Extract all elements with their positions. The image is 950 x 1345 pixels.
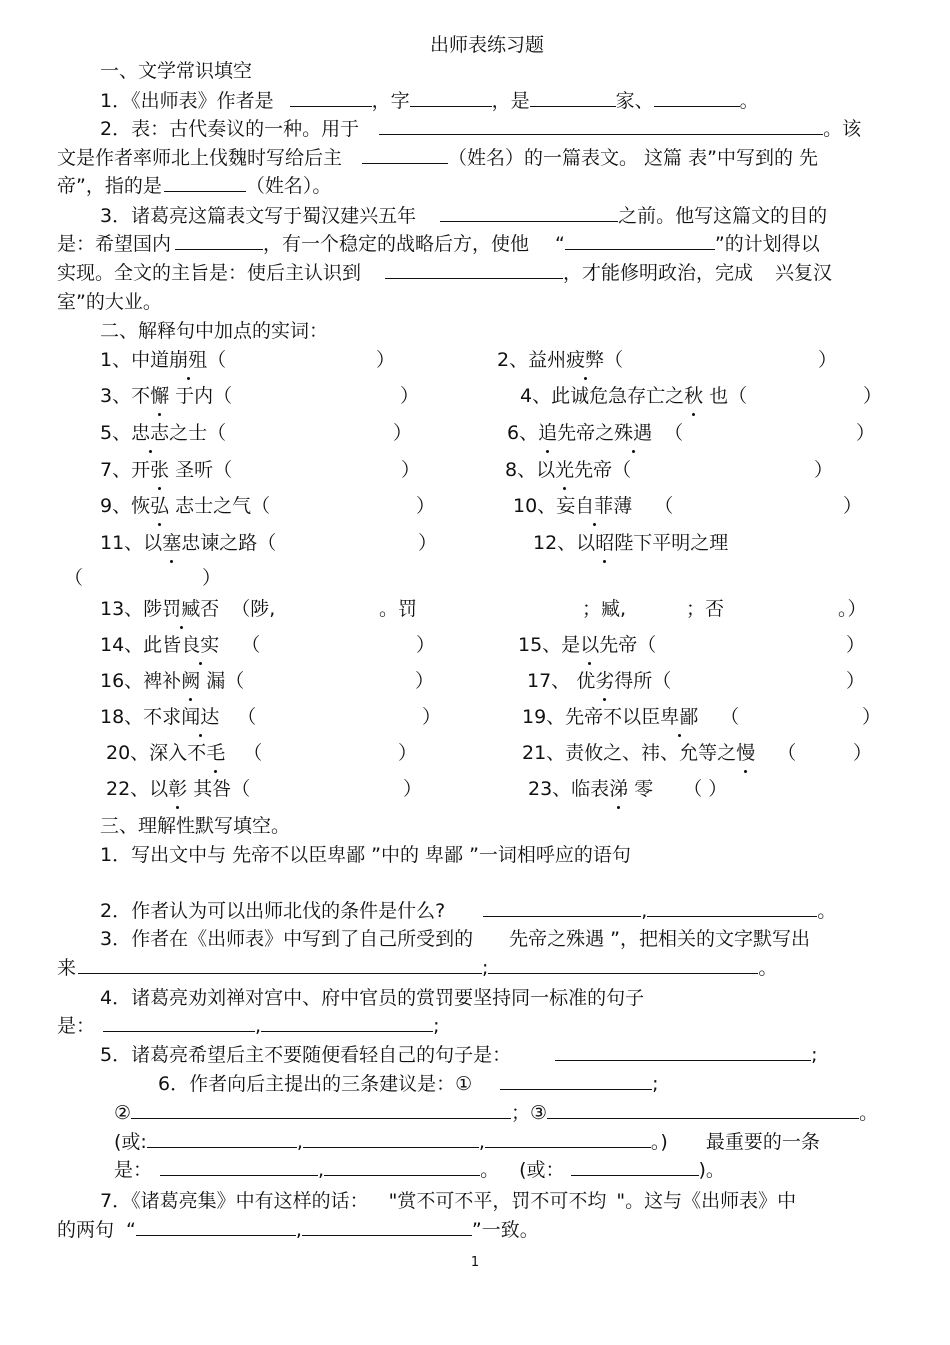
- vocab-18-close: ）: [422, 706, 442, 728]
- blank[interactable]: [290, 88, 372, 107]
- vocab-19-close: ）: [862, 706, 882, 728]
- q1-1: 1．《出师表》作者是 ，字 ，是 家、 。: [100, 90, 759, 112]
- q3-4-line2: 是： , ;: [57, 1015, 440, 1037]
- vocab-20: 20、深入不毛 （: [106, 742, 263, 764]
- blank[interactable]: [440, 203, 618, 222]
- vocab-2: 2、益州疲弊（: [497, 349, 624, 371]
- vocab-1-close: ）: [376, 349, 396, 371]
- blank[interactable]: [147, 1129, 297, 1148]
- q1-3-line2: 是：希望国内 ，有一个稳定的战略后方，使他 “ ”的计划得以: [57, 233, 820, 255]
- vocab-8: 8、以光先帝（: [505, 459, 632, 481]
- vocab-5-close: ）: [393, 422, 413, 444]
- q3-3-line1: 3．作者在《出师表》中写到了自己所受到的 先帝之殊遇 ”，把相关的文字默写出: [100, 928, 810, 950]
- vocab-23: 23、临表涕 零 （ ）: [528, 778, 728, 800]
- q3-5: 5．诸葛亮希望后主不要随便看轻自己的句子是： ;: [100, 1044, 818, 1066]
- blank[interactable]: [410, 88, 492, 107]
- vocab-14: 14、此皆良实 （: [100, 634, 261, 656]
- blank[interactable]: [530, 88, 616, 107]
- blank[interactable]: [302, 1217, 472, 1236]
- blank[interactable]: [654, 88, 740, 107]
- q1-2-line3: 帝”，指的是 （姓名）。: [57, 175, 332, 197]
- section-3-heading: 三、理解性默写填空。: [100, 815, 291, 837]
- q1-3-line3: 实现。全文的主旨是：使后主认识到 ，才能修明政治，完成 兴复汉: [57, 262, 833, 284]
- vocab-3-close: ）: [400, 385, 420, 407]
- blank[interactable]: [485, 1129, 651, 1148]
- vocab-10-close: ）: [843, 495, 863, 517]
- vocab-10: 10、妄自菲薄 （: [513, 495, 674, 517]
- blank[interactable]: [324, 1157, 480, 1176]
- vocab-16: 16、裨补阙 漏（: [100, 670, 245, 692]
- vocab-6: 6、追先帝之殊遇 （: [507, 422, 684, 444]
- page-number: 1: [470, 1255, 480, 1270]
- vocab-13-fa: 。罚: [379, 598, 418, 620]
- q3-7-line2: 的两句 “ , ”一致。: [57, 1219, 539, 1241]
- blank[interactable]: [483, 898, 641, 917]
- vocab-21-close: ）: [853, 742, 873, 764]
- vocab-13: 13、陟罚臧否 （陟,: [100, 598, 276, 620]
- blank[interactable]: [547, 1100, 859, 1119]
- vocab-2-close: ）: [818, 349, 838, 371]
- vocab-12-open: （: [64, 567, 84, 589]
- vocab-22: 22、以彰 其咎（: [106, 778, 251, 800]
- vocab-16-close: ）: [415, 670, 435, 692]
- blank[interactable]: [160, 1157, 318, 1176]
- vocab-9-close: ）: [416, 495, 436, 517]
- vocab-7-close: ）: [401, 459, 421, 481]
- blank[interactable]: [488, 955, 758, 974]
- q1-2-line2: 文是作者率师北上伐魏时写给后主 （姓名）的一篇表文。 这篇 表”中写到的 先: [57, 147, 818, 169]
- vocab-13-end: 。）: [838, 598, 867, 620]
- blank[interactable]: [261, 1013, 433, 1032]
- blank[interactable]: [78, 955, 482, 974]
- vocab-3: 3、不懈 于内（: [100, 385, 233, 407]
- vocab-9: 9、恢弘 志士之气（: [100, 495, 271, 517]
- q3-3-line2: 来 ; 。: [57, 957, 778, 979]
- q1-2-line1: 2．表：古代奏议的一种。用于 。该: [100, 118, 862, 140]
- vocab-5: 5、忠志之士（: [100, 422, 227, 444]
- section-1-heading: 一、文学常识填空: [100, 60, 253, 82]
- vocab-14-close: ）: [416, 634, 436, 656]
- q1-3-line4: 室”的大业。: [57, 291, 162, 313]
- blank[interactable]: [362, 145, 448, 164]
- vocab-17-close: ）: [846, 670, 866, 692]
- blank[interactable]: [647, 898, 817, 917]
- vocab-12-close: ）: [202, 567, 222, 589]
- q3-1: 1．写出文中与 先帝不以臣卑鄙 ”中的 卑鄙 ”一词相呼应的语句: [100, 844, 631, 866]
- q3-6-line3: (或: , , 。) 最重要的一条: [114, 1131, 820, 1153]
- vocab-11-close: ）: [418, 532, 438, 554]
- blank[interactable]: [103, 1013, 255, 1032]
- q3-7-line1: 7．《诸葛亮集》中有这样的话： "赏不可不平，罚不可不均 "。这与《出师表》中: [100, 1190, 797, 1212]
- q3-6-line1: 6．作者向后主提出的三条建议是：① ;: [158, 1073, 659, 1095]
- q3-4-line1: 4．诸葛亮劝刘禅对宫中、府中官员的赏罚要坚持同一标准的句子: [100, 987, 645, 1009]
- vocab-17: 17、 优劣得所（: [527, 670, 672, 692]
- blank[interactable]: [555, 1042, 811, 1061]
- vocab-1: 1、中道崩殂（: [100, 349, 227, 371]
- page-title: 出师表练习题: [430, 34, 545, 56]
- blank[interactable]: [131, 1100, 511, 1119]
- vocab-19: 19、先帝不以臣卑鄙 （: [522, 706, 740, 728]
- vocab-22-close: ）: [403, 778, 423, 800]
- blank[interactable]: [571, 1157, 699, 1176]
- vocab-21: 21、责攸之、祎、允等之慢 （: [522, 742, 797, 764]
- section-2-heading: 二、解释句中加点的实词：: [100, 320, 329, 342]
- vocab-15: 15、是以先帝（: [518, 634, 657, 656]
- vocab-20-close: ）: [398, 742, 418, 764]
- blank[interactable]: [565, 231, 715, 250]
- vocab-4-close: ）: [863, 385, 883, 407]
- blank[interactable]: [303, 1129, 479, 1148]
- q1-3-line1: 3．诸葛亮这篇表文写于蜀汉建兴五年 之前。他写这篇文的目的: [100, 205, 828, 227]
- blank[interactable]: [175, 231, 263, 250]
- vocab-6-close: ）: [856, 422, 876, 444]
- blank[interactable]: [500, 1071, 652, 1090]
- blank[interactable]: [164, 173, 246, 192]
- vocab-4: 4、此诚危急存亡之秋 也（: [520, 385, 748, 407]
- vocab-7: 7、开张 圣听（: [100, 459, 233, 481]
- q3-2: 2．作者认为可以出师北伐的条件是什么? , 。: [100, 900, 837, 922]
- q3-6-line2: ② ；③ 。: [114, 1102, 879, 1124]
- vocab-12: 12、以昭陛下平明之理: [533, 532, 729, 554]
- vocab-11: 11、以塞忠谏之路（: [100, 532, 277, 554]
- q3-6-line4: 是： , 。 (或： )。: [114, 1159, 725, 1181]
- blank[interactable]: [136, 1217, 296, 1236]
- vocab-8-close: ）: [814, 459, 834, 481]
- blank[interactable]: [379, 116, 823, 135]
- blank[interactable]: [385, 260, 563, 279]
- vocab-13-zang: ；臧,: [582, 598, 627, 620]
- vocab-13-pi: ；否: [686, 598, 725, 620]
- vocab-15-close: ）: [846, 634, 866, 656]
- vocab-18: 18、不求闻达 （: [100, 706, 257, 728]
